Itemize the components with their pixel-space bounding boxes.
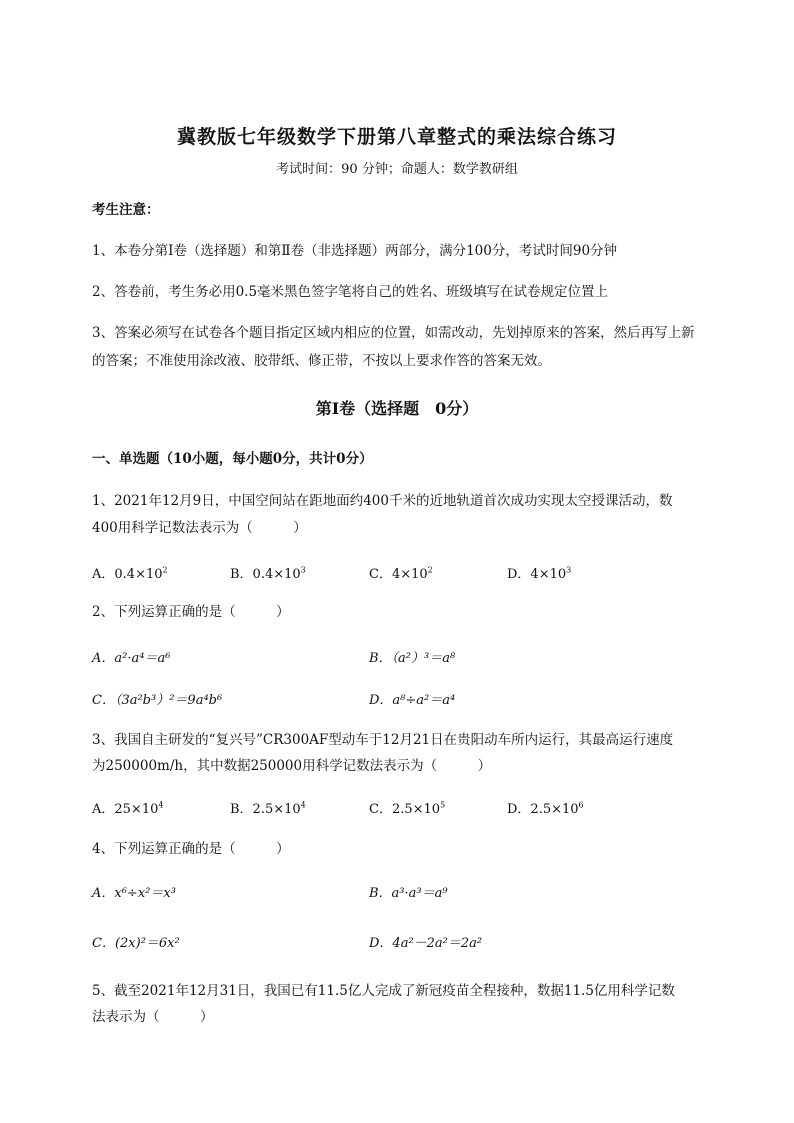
question-4-text: 4、下列运算正确的是（ ）	[92, 841, 290, 857]
section-title: 第Ⅰ卷（选择题 0分）	[315, 399, 479, 418]
option-d[interactable]: D．$2.5\times 10^6$	[507, 800, 584, 817]
option-a[interactable]: A．a²·a⁴＝a⁶	[92, 651, 171, 666]
option-c[interactable]: C．$2.5\times 10^5$	[369, 800, 446, 817]
question-4-options	[92, 882, 712, 906]
question-2-text: 2、下列运算正确的是（ ）	[92, 604, 290, 620]
question-3-text: 为250000m/h，其中数据250000用科学记数法表示为（ ）	[92, 758, 492, 774]
question-5-text: 法表示为（ ）	[92, 1009, 214, 1025]
exam-info: 考试时间：90 分钟；命题人：数学教研组	[276, 162, 518, 177]
question-1-text: 400用科学记数法表示为（ ）	[92, 520, 307, 536]
option-c[interactable]: C．（3a²b³）²＝9a⁴b⁶	[92, 693, 223, 708]
option-a[interactable]: A．$0.4\times 10^2$	[92, 565, 168, 582]
question-2-options	[92, 647, 712, 671]
option-c[interactable]: C．(2x)²＝6x²	[92, 936, 180, 951]
notice-item: 的答案；不准使用涂改液、胶带纸、修正带，不按以上要求作答的答案无效。	[92, 353, 551, 369]
question-4-options	[92, 932, 712, 956]
question-3-options	[92, 798, 712, 822]
option-b[interactable]: B．$2.5\times 10^4$	[230, 800, 306, 817]
option-c[interactable]: C．$4\times 10^2$	[369, 565, 433, 582]
option-b[interactable]: B．$0.4\times 10^3$	[230, 565, 306, 582]
question-2-options	[92, 689, 712, 713]
option-a[interactable]: A．$25\times 10^4$	[92, 800, 164, 817]
option-b[interactable]: B．（a²）³＝a⁸	[369, 651, 456, 666]
page-title: 冀教版七年级数学下册第八章整式的乘法综合练习	[176, 126, 617, 148]
option-d[interactable]: D．4a²－2a²＝2a²	[369, 936, 483, 951]
question-3-text: 3、我国自主研发的“复兴号”CR300AF型动车于12月21日在贵阳动车所内运行，其最高运行速度	[92, 732, 674, 748]
option-b[interactable]: B．a³·a³＝a⁹	[369, 886, 448, 901]
question-1-text: 1、2021年12月9日，中国空间站在距地面约400千米的近地轨道首次成功实现太空授课活动，数	[92, 493, 673, 509]
question-5-text: 5、截至2021年12月31日，我国已有11.5亿人完成了新冠疫苗全程接种，数据11.5亿用科学记数	[92, 983, 675, 999]
option-d[interactable]: D．$4\times 10^3$	[507, 565, 572, 582]
question-1-options	[92, 563, 712, 587]
option-d[interactable]: D．a⁸÷a²＝a⁴	[369, 693, 456, 708]
option-a[interactable]: A．x⁶÷x²＝x³	[92, 886, 176, 901]
part-heading: 一、单选题（10小题，每小题0分，共计0分）	[92, 451, 373, 467]
notice-heading: 考生注意：	[92, 202, 160, 218]
notice-item: 3、答案必须写在试卷各个题目指定区域内相应的位置，如需改动，先划掉原来的答案，然后再写上新	[92, 325, 695, 341]
notice-item: 1、本卷分第Ⅰ卷（选择题）和第Ⅱ卷（非选择题）两部分，满分100分，考试时间90分钟	[92, 243, 618, 259]
notice-item: 2、答卷前，考生务必用0.5毫米黑色签字笔将自己的姓名、班级填写在试卷规定位置上	[92, 284, 609, 300]
